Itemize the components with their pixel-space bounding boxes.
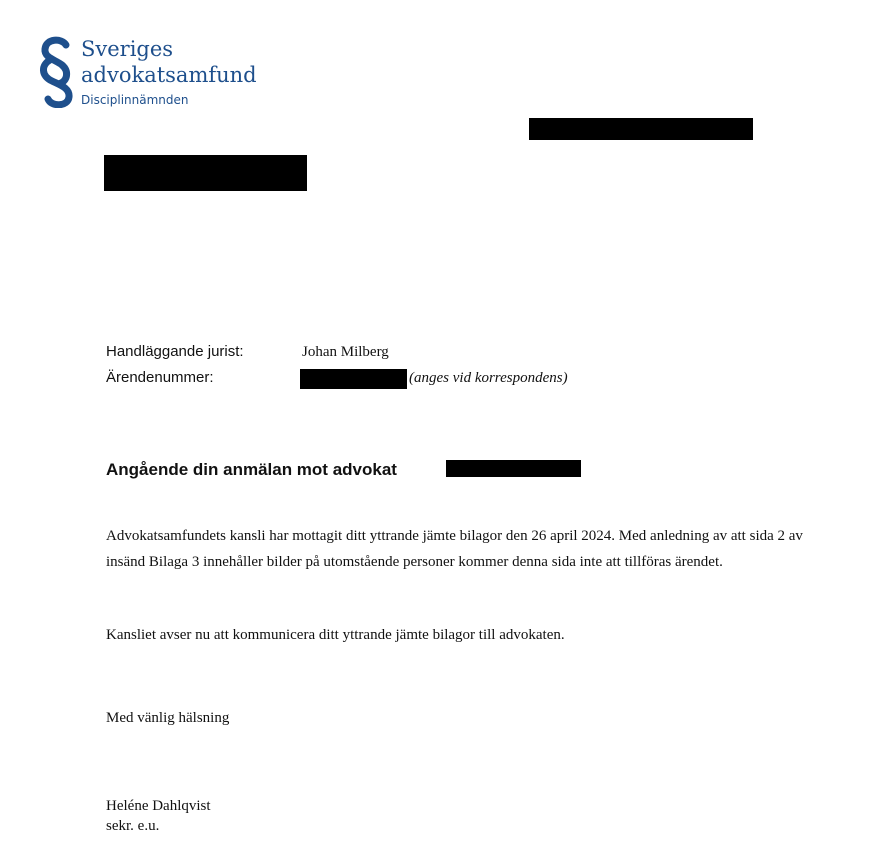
- body-paragraph-2: Kansliet avser nu att kommunicera ditt yttrande jämte bilagor till advokaten.: [106, 627, 565, 643]
- signature-name: Heléne Dahlqvist: [106, 798, 211, 814]
- handler-label: Handläggande jurist:: [106, 343, 244, 360]
- handler-value: Johan Milberg: [302, 344, 389, 360]
- redacted-date-block: [529, 118, 753, 140]
- redacted-lawyer-name: [446, 460, 581, 477]
- logo-subtitle: Disciplinnämnden: [81, 93, 189, 107]
- paragraph-section-icon: [38, 36, 78, 108]
- letter-subject: Angående din anmälan mot advokat: [106, 460, 397, 479]
- case-number-note: (anges vid korrespondens): [409, 370, 568, 386]
- signature-title: sekr. e.u.: [106, 818, 160, 834]
- body-paragraph-1: Advokatsamfundets kansli har mottagit ditt yttrande jämte bilagor den 26 april 2024. Med anledning av att sida 2 av insänd Bilaga 3 innehåller bilder på utomstående personer kommer denna sida inte att tillföras ärendet.: [106, 528, 803, 570]
- closing-greeting: Med vänlig hälsning: [106, 710, 230, 726]
- case-number-label: Ärendenummer:: [106, 369, 214, 386]
- redacted-case-number: [300, 369, 407, 389]
- sveriges-advokatsamfund-logo: [38, 36, 278, 112]
- logo-text-advokatsamfund: advokatsamfund: [81, 63, 257, 87]
- logo-text-sveriges: Sveriges: [81, 37, 174, 61]
- redacted-recipient-block: [104, 155, 307, 191]
